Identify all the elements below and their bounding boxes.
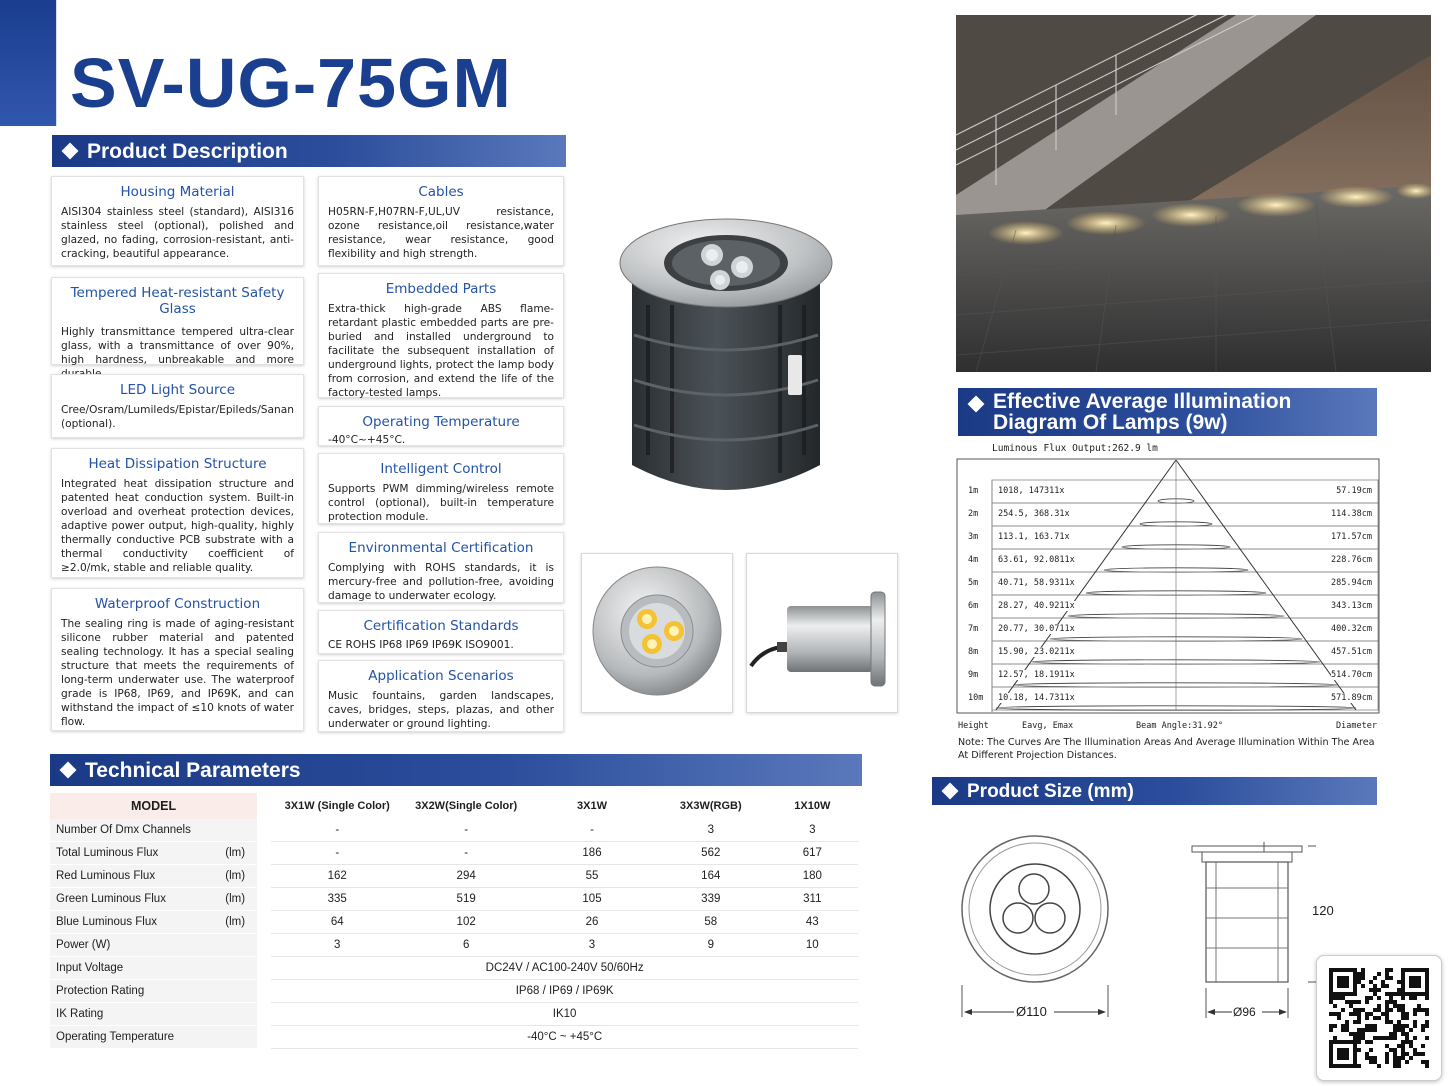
table-cell: 6 <box>403 934 529 957</box>
feature-card-led <box>51 374 304 438</box>
illumination-row <box>956 509 1380 521</box>
row-label <box>50 865 257 888</box>
feature-title: Heat Dissipation Structure <box>88 456 267 472</box>
feature-card-cables <box>318 176 564 266</box>
feature-card-embedded <box>318 273 564 398</box>
table-header-col: 1X10W <box>794 800 831 812</box>
table-cell: - <box>529 819 655 842</box>
feature-card-temperature <box>318 406 564 446</box>
row-diameter: 514.70cm <box>1331 670 1372 680</box>
row-label <box>50 888 257 911</box>
illumination-header <box>958 388 1377 436</box>
table-cell: 311 <box>767 888 858 911</box>
illumination-note: Note: The Curves Are The Illumination Areas And Average Illumination Within The Area At Different Projection Distances. <box>958 737 1375 761</box>
feature-text: CE ROHS IP68 IP69 IP69K ISO9001. <box>328 639 514 651</box>
table-row <box>50 842 858 865</box>
footer-diameter: Diameter <box>1336 721 1377 731</box>
table-header-col: 3X3W(RGB) <box>679 800 742 812</box>
table-header-col: 3X1W <box>577 800 607 812</box>
feature-card-housing <box>51 176 304 266</box>
footer-eavg: Eavg, Emax <box>1022 721 1074 731</box>
feature-title: Cables <box>418 184 464 200</box>
feature-text: The sealing ring is made of aging-resistant silicone rubber material and patented sealing technology. It has a special sealing structure that meets the requirements of long-term underwater use. The waterproof grade is IP68, IP69, and IP69K, and can withstand the impact of ≤10 knots of water flow. <box>61 618 294 728</box>
footer-height: Height <box>958 721 989 731</box>
technical-parameters-title: Technical Parameters <box>85 758 301 782</box>
illumination-row <box>956 670 1380 682</box>
table-cell: 26 <box>529 911 655 934</box>
feature-card-waterproof <box>51 588 304 731</box>
row-eavg: 63.61, 92.0811x <box>998 555 1075 565</box>
feature-card-heat <box>51 448 304 578</box>
feature-card-glass <box>51 277 304 365</box>
product-main-image <box>612 205 840 515</box>
illumination-title-line1: Effective Average Illumination <box>993 390 1292 413</box>
illumination-footer <box>958 721 1382 733</box>
flux-output-label: Luminous Flux Output:262.9 lm <box>992 443 1158 454</box>
feature-text: H05RN-F,H07RN-F,UL,UV resistance, ozone resistance,oil resistance,water resistance, wear resistance, good flexibility and high strength. <box>328 206 554 260</box>
table-cell: 64 <box>271 911 403 934</box>
product-description-header <box>52 135 566 167</box>
table-cell: 162 <box>271 865 403 888</box>
lamp-side-view-image <box>747 554 897 712</box>
size-top-view-drawing <box>958 825 1118 1025</box>
table-cell: 10 <box>767 934 858 957</box>
product-size-header <box>932 777 1377 805</box>
technical-parameters-header <box>50 754 862 786</box>
table-cell: 3 <box>529 934 655 957</box>
illumination-rows <box>956 458 1380 714</box>
row-diameter: 457.51cm <box>1331 647 1372 657</box>
illumination-row <box>956 578 1380 590</box>
table-merged-cell: DC24V / AC100-240V 50/60Hz <box>271 957 858 980</box>
feature-title: Operating Temperature <box>362 414 520 430</box>
product-top-photo <box>581 553 733 713</box>
height-label: 120 <box>1312 903 1334 918</box>
feature-text: Music fountains, garden landscapes, caves, bridges, steps, plazas, and other underwater or ground lighting. <box>328 690 554 730</box>
row-height: 8m <box>968 647 979 657</box>
row-diameter: 343.13cm <box>1331 601 1372 611</box>
row-eavg: 15.90, 23.0211x <box>998 647 1075 657</box>
row-height: 10m <box>968 693 984 703</box>
table-cell: - <box>403 842 529 865</box>
row-label-text: Power (W) <box>56 939 111 951</box>
diameter-side-label: Ø96 <box>1233 1005 1256 1019</box>
row-label-text: Green Luminous Flux <box>56 893 166 905</box>
feature-text: AISI304 stainless steel (standard), AISI316 stainless steel (optional), polished and glazed, no fading, corrosion-resistant, anti-cracking, beautiful appearance. <box>61 206 294 260</box>
row-height: 4m <box>968 555 979 565</box>
feature-card-environment <box>318 532 564 603</box>
row-unit: (lm) <box>225 893 246 905</box>
row-eavg: 10.18, 14.7311x <box>998 693 1075 703</box>
table-row <box>50 980 858 1003</box>
row-diameter: 171.57cm <box>1331 532 1372 542</box>
row-label: Input Voltage <box>50 957 257 980</box>
table-row <box>50 888 858 911</box>
table-cell: 294 <box>403 865 529 888</box>
table-cell: 519 <box>403 888 529 911</box>
illumination-row <box>956 624 1380 636</box>
row-label-text: Total Luminous Flux <box>56 847 159 859</box>
table-cell: 105 <box>529 888 655 911</box>
table-row <box>50 865 858 888</box>
table-row <box>50 1026 858 1049</box>
table-row <box>50 911 858 934</box>
feature-text: Highly transmittance tempered ultra-clear glass, with a transmittance of over 90%, high hardness, unbreakable and more <box>61 326 294 366</box>
feature-title: Waterproof Construction <box>94 596 261 612</box>
illumination-row <box>956 601 1380 613</box>
row-diameter: 228.76cm <box>1331 555 1372 565</box>
feature-card-applications <box>318 660 564 732</box>
table-cell: 3 <box>271 934 403 957</box>
product-side-photo <box>746 553 898 713</box>
row-diameter: 400.32cm <box>1331 624 1372 634</box>
table-cell: 58 <box>655 911 767 934</box>
row-label <box>50 819 257 842</box>
diamond-bullet-icon <box>942 783 959 800</box>
row-eavg: 40.71, 58.9311x <box>998 578 1075 588</box>
product-description-title: Product Description <box>87 139 288 163</box>
row-label-text: Blue Luminous Flux <box>56 916 157 928</box>
table-cell: 3 <box>767 819 858 842</box>
table-header-model: MODEL <box>50 793 257 819</box>
row-eavg: 12.57, 18.1911x <box>998 670 1075 680</box>
table-cell: - <box>403 819 529 842</box>
table-cell: 55 <box>529 865 655 888</box>
row-label: Operating Temperature <box>50 1026 257 1049</box>
illumination-row <box>956 486 1380 498</box>
row-label: IK Rating <box>50 1003 257 1026</box>
table-merged-cell: IP68 / IP69 / IP69K <box>271 980 858 1003</box>
row-label <box>50 842 257 865</box>
row-unit: (lm) <box>225 847 246 859</box>
feature-text: Complying with ROHS standards, it is mercury-free and pollution-free, avoiding damage to underwater ecology. <box>328 562 554 602</box>
table-cell: 562 <box>655 842 767 865</box>
row-height: 5m <box>968 578 979 588</box>
table-cell: 617 <box>767 842 858 865</box>
table-row <box>50 1003 858 1026</box>
feature-title: Application Scenarios <box>368 668 514 684</box>
row-height: 1m <box>968 486 979 496</box>
table-cell: 9 <box>655 934 767 957</box>
row-label <box>50 911 257 934</box>
row-height: 7m <box>968 624 979 634</box>
row-eavg: 113.1, 163.71x <box>998 532 1070 542</box>
row-unit: (lm) <box>225 916 246 928</box>
row-diameter: 285.94cm <box>1331 578 1372 588</box>
row-height: 6m <box>968 601 979 611</box>
feature-title: Embedded Parts <box>385 281 497 297</box>
illumination-row <box>956 555 1380 567</box>
qr-code-image <box>1317 956 1441 1080</box>
table-merged-cell: IK10 <box>271 1003 858 1026</box>
table-merged-cell: -40°C ~ +45°C <box>271 1026 858 1049</box>
diamond-bullet-icon <box>968 396 985 413</box>
feature-card-control <box>318 453 564 524</box>
feature-text: Supports PWM dimming/wireless remote control (optional), built-in temperature protection module. <box>328 483 554 523</box>
table-cell: 102 <box>403 911 529 934</box>
feature-text: Integrated heat dissipation structure and patented heat conduction system. Built-in overload and overheat protection devices, adaptive power output, high-quality, highly thermally conductive PCB substrate with a thermal conductivity coefficient of ≥2.0/mk, stable and reliable quality. <box>61 478 294 574</box>
table-header-col: 3X1W (Single Color) <box>284 800 390 812</box>
row-eavg: 1018, 147311x <box>998 486 1065 496</box>
application-scene-photo <box>956 15 1431 372</box>
row-eavg: 28.27, 40.9211x <box>998 601 1075 611</box>
illumination-row <box>956 532 1380 544</box>
table-row <box>50 957 858 980</box>
feature-card-certification <box>318 610 564 654</box>
row-label: Protection Rating <box>50 980 257 1003</box>
feature-text: Cree/Osram/Lumileds/Epistar/Epileds/Sanan (optional). <box>61 404 294 430</box>
row-diameter: 571.89cm <box>1331 693 1372 703</box>
row-label-text: Red Luminous Flux <box>56 870 156 882</box>
corner-decoration-edge <box>56 0 57 126</box>
row-diameter: 57.19cm <box>1336 486 1372 496</box>
qr-code[interactable] <box>1316 955 1442 1081</box>
lamp-top-view-image <box>582 554 732 712</box>
table-cell: - <box>271 819 403 842</box>
table-cell: 180 <box>767 865 858 888</box>
row-height: 2m <box>968 509 979 519</box>
row-eavg: 254.5, 368.31x <box>998 509 1070 519</box>
technical-parameters-table <box>50 793 858 1049</box>
table-row <box>50 934 858 957</box>
row-diameter: 114.38cm <box>1331 509 1372 519</box>
row-unit: (lm) <box>225 870 246 882</box>
table-cell: 186 <box>529 842 655 865</box>
table-cell: 335 <box>271 888 403 911</box>
feature-text: Extra-thick high-grade ABS flame-retardant plastic embedded parts are pre-buried and installed underground to facilitate the subsequent installation of underground lights, protect the lamp body from corrosion, and extend the life of the factory-tested lamps. <box>328 303 554 399</box>
row-label <box>50 934 257 957</box>
table-header-col: 3X2W(Single Color) <box>415 800 518 812</box>
illumination-row <box>956 693 1380 705</box>
feature-title: LED Light Source <box>119 382 236 398</box>
corner-decoration <box>0 0 56 126</box>
size-side-view-drawing <box>1188 840 1318 1020</box>
row-height: 9m <box>968 670 979 680</box>
feature-title: Housing Material <box>120 184 235 200</box>
product-size-title: Product Size (mm) <box>967 780 1134 802</box>
table-cell: 43 <box>767 911 858 934</box>
feature-text: -40°C~+45°C. <box>328 434 406 446</box>
diamond-bullet-icon <box>60 762 77 779</box>
table-cell: 339 <box>655 888 767 911</box>
table-cell: 164 <box>655 865 767 888</box>
product-title: SV-UG-75GM <box>70 44 512 122</box>
illumination-title-line2: Diagram Of Lamps (9w) <box>993 411 1228 434</box>
illumination-row <box>956 647 1380 659</box>
diameter-top-label: Ø110 <box>1016 1004 1047 1019</box>
table-header-row <box>50 793 858 819</box>
row-label-text: Number Of Dmx Channels <box>56 824 191 836</box>
feature-title: Tempered Heat-resistant Safety Glass <box>70 285 285 317</box>
feature-title: Certification Standards <box>363 618 519 634</box>
feature-title: Intelligent Control <box>380 461 502 477</box>
footer-beam-angle: Beam Angle:31.92° <box>1136 721 1223 731</box>
feature-title: Environmental Certification <box>348 540 534 556</box>
row-height: 3m <box>968 532 979 542</box>
table-cell: - <box>271 842 403 865</box>
table-row <box>50 819 858 842</box>
diamond-bullet-icon <box>62 143 79 160</box>
table-cell: 3 <box>655 819 767 842</box>
row-eavg: 20.77, 30.0711x <box>998 624 1075 634</box>
